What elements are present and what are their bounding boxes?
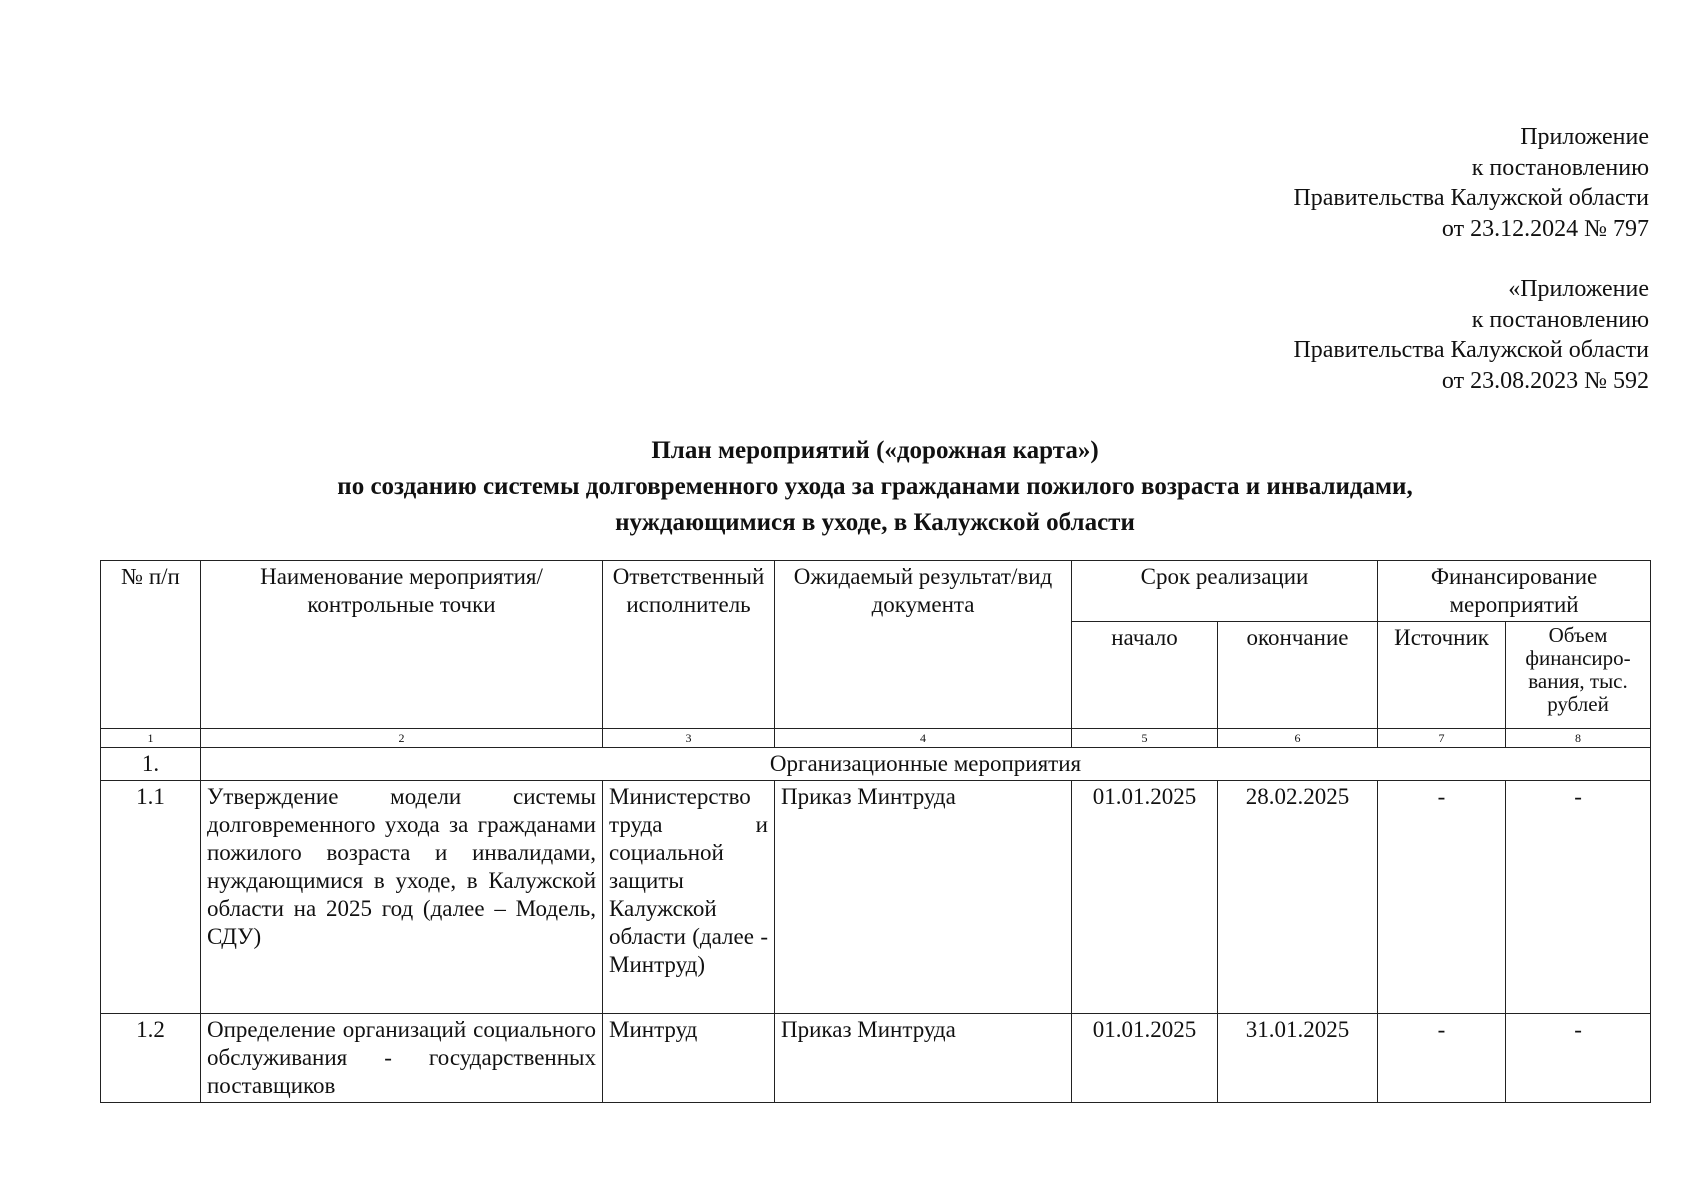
row-start-date: 01.01.2025 [1072,781,1218,1014]
row-funding-volume: - [1506,781,1651,1014]
appendix-line: Правительства Калужской области [1293,185,1649,211]
section-number: 1. [101,748,201,781]
section-row [101,748,1651,781]
appendix-line: Приложение [1520,124,1649,150]
header-source: Источник [1378,622,1506,729]
row-activity-name: Утверждение модели системы долговременного ухода за гражданами пожилого возраста и инвалидами, нуждающимися в уходе, в Калужской области на 2025 год (далее – Модель, СДУ) [201,781,603,1014]
column-number: 3 [603,729,775,748]
row-result: Приказ Минтруда [775,781,1072,1014]
column-number: 8 [1506,729,1651,748]
header-result: Ожидаемый результат/вид документа [775,561,1072,729]
row-activity-name-cell [201,1014,603,1103]
row-end-date: 28.02.2025 [1218,781,1378,1014]
document-title [100,433,1650,541]
row-number: 1.1 [101,781,201,1014]
table-row [101,1014,1651,1103]
row-funding-source: - [1378,781,1506,1014]
title-line-3: нуждающимися в уходе, в Калужской области [615,509,1135,536]
column-number: 4 [775,729,1072,748]
appendix-line: «Приложение [1508,276,1649,302]
row-start-date: 01.01.2025 [1072,1014,1218,1103]
column-number-row [101,729,1651,748]
header-end: окончание [1218,622,1378,729]
appendix-line: к постановлению [1471,306,1649,333]
appendix-header-previous [1293,274,1649,396]
appendix-header-current [1293,122,1649,244]
row-funding-source: - [1378,1014,1506,1103]
header-executor: Ответственный исполнитель [603,561,775,729]
row-funding-volume: - [1506,1014,1651,1103]
appendix-line: Правительства Калужской области [1293,337,1649,363]
appendix-date-number: от 23.08.2023 № 592 [1441,367,1649,394]
column-number: 1 [101,729,201,748]
row-executor: Министерство труда и социальной защиты Калужской области (далее - Минтруд) [603,781,775,1014]
title-line-2: по созданию системы долговременного ухода за гражданами пожилого возраста и инвалидами, [337,473,1413,500]
header-name: Наименование мероприятия/ контрольные точки [201,561,603,729]
row-executor: Минтруд [603,1014,775,1103]
row-result: Приказ Минтруда [775,1014,1072,1103]
header-start: начало [1072,622,1218,729]
column-number: 2 [201,729,603,748]
roadmap-table [100,560,1651,1103]
appendix-date-number: от 23.12.2024 № 797 [1441,215,1649,242]
table-header-row [101,561,1651,622]
header-financing: Финансирование мероприятий [1378,561,1651,622]
header-period: Срок реализации [1072,561,1378,622]
appendix-line: к постановлению [1471,154,1649,181]
column-number: 5 [1072,729,1218,748]
header-volume: Объем финансиро-вания, тыс. рублей [1506,622,1651,729]
section-title: Организационные мероприятия [201,748,1651,781]
row-end-date: 31.01.2025 [1218,1014,1378,1103]
header-num: № п/п [101,561,201,729]
title-line-1: План мероприятий («дорожная карта») [651,437,1099,464]
column-number: 7 [1378,729,1506,748]
row-number: 1.2 [101,1014,201,1103]
column-number: 6 [1218,729,1378,748]
row-activity-name: Определение организаций социального обслуживания - государственных поставщиков [207,1017,596,1098]
table-row [101,781,1651,1014]
